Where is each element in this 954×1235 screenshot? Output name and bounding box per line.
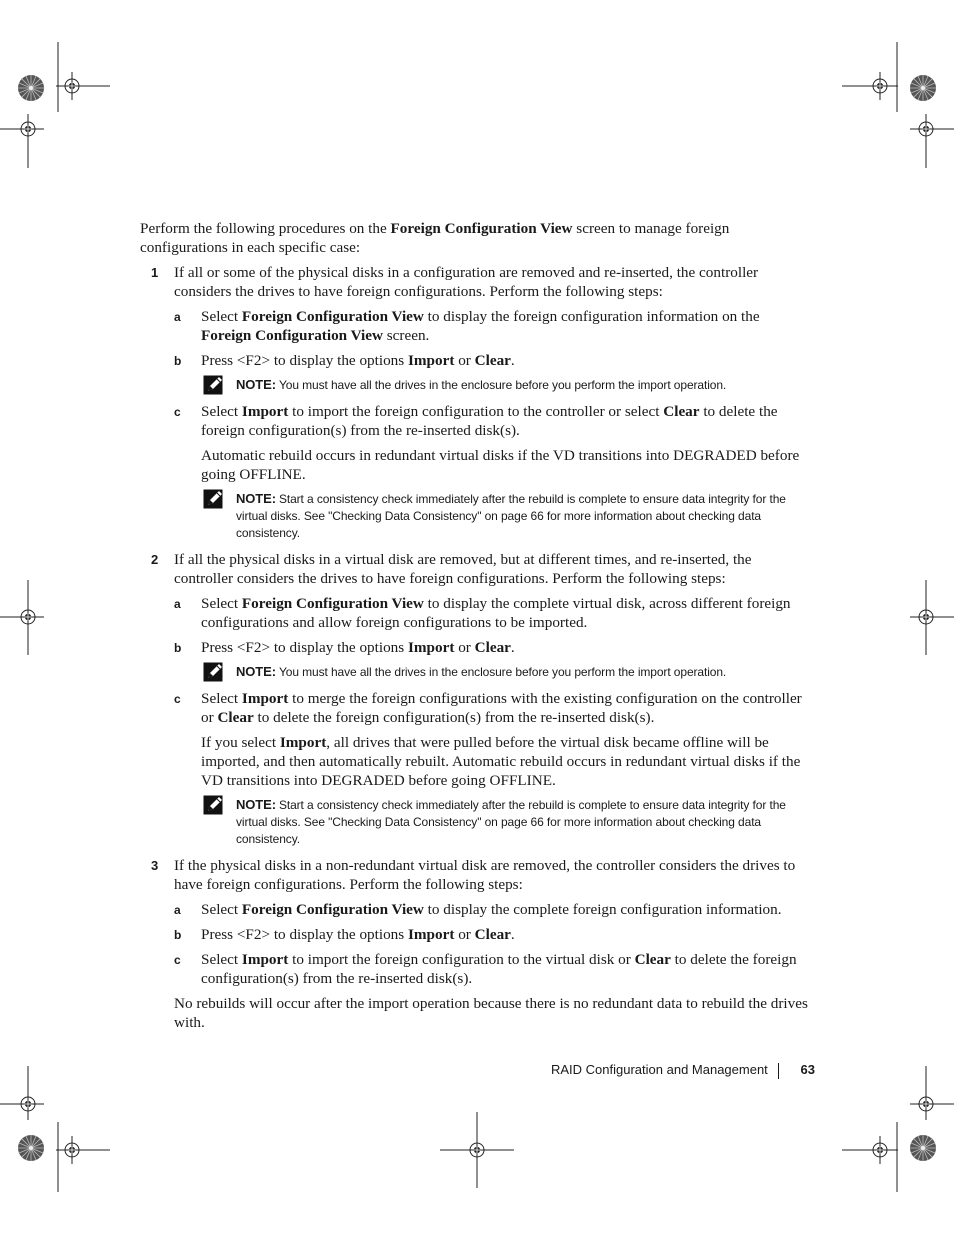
note-pencil-icon	[203, 662, 225, 682]
step-1	[140, 263, 812, 301]
substep-letter: c	[174, 405, 181, 419]
substep-letter: b	[174, 641, 182, 655]
body-paragraph: If you select Import, all drives that were pulled before the virtual disk became offline will be imported, and then automatically rebuilt. Automatic rebuild occurs in redundant virtual disks if the VD transitions into DEGRADED before going OFFLINE.	[201, 734, 801, 789]
footer-chapter-title: RAID Configuration and Management	[551, 1062, 768, 1077]
step-number: 3	[151, 858, 159, 873]
note-label: NOTE:	[236, 491, 276, 506]
note-pencil-icon	[203, 795, 225, 815]
step-3-substep-a: a Select Foreign Configuration View to display the complete foreign configuration information.	[174, 901, 782, 918]
note-callout	[140, 376, 812, 394]
substep-letter: b	[174, 928, 182, 942]
step-text: If the physical disks in a non-redundant virtual disk are removed, the controller considers the drives to have foreign configurations. Perform the following steps:	[174, 857, 796, 893]
step-1-substep-a: a Select Foreign Configuration View to display the foreign configuration information on the Foreign Configuration View screen.	[174, 308, 760, 344]
substep-letter: a	[174, 597, 181, 611]
step-3-substep-c: c Select Import to import the foreign configuration to the virtual disk or Clear to delete the foreign configuration(s) from the re-inserted disk(s).	[174, 951, 797, 987]
note-text: Start a consistency check immediately after the rebuild is complete to ensure data integrity for the virtual disks. See "Checking Data Consistency" on page 66 for more information about checking data consistency.	[236, 798, 786, 846]
step-3	[140, 856, 812, 894]
step-number: 2	[151, 552, 159, 567]
intro-paragraph: Perform the following procedures on the Foreign Configuration View screen to manage foreign configurations in each specific case:	[140, 220, 730, 256]
step-1-substep-c: c Select Import to import the foreign configuration to the controller or select Clear to delete the foreign configuration(s) from the re-inserted disk(s).	[174, 403, 778, 439]
body-paragraph: Automatic rebuild occurs in redundant virtual disks if the VD transitions into DEGRADED before going OFFLINE.	[201, 447, 800, 483]
substep-letter: b	[174, 354, 182, 368]
step-text: If all or some of the physical disks in a configuration are removed and re-inserted, the controller considers the drives to have foreign configurations. Perform the following steps:	[174, 264, 759, 300]
step-2-substep-c: c Select Import to merge the foreign configurations with the existing configuration on the controller or Clear to delete the foreign configuration(s) from the re-inserted disk(s).	[174, 690, 802, 726]
step-2-substep-b: b Press <F2> to display the options Import or Clear.	[174, 639, 515, 656]
step-2	[140, 550, 812, 588]
note-pencil-icon	[203, 375, 225, 395]
note-label: NOTE:	[236, 797, 276, 812]
note-callout	[140, 663, 812, 681]
note-text: You must have all the drives in the enclosure before you perform the import operation.	[278, 665, 727, 679]
note-text: Start a consistency check immediately after the rebuild is complete to ensure data integrity for the virtual disks. See "Checking Data Consistency" on page 66 for more information about checking data consistency.	[236, 492, 786, 540]
body-paragraph: No rebuilds will occur after the import operation because there is no redundant data to rebuild the drives with.	[174, 995, 808, 1031]
note-callout	[140, 490, 812, 542]
note-callout	[140, 796, 812, 848]
substep-letter: a	[174, 903, 181, 917]
step-2-substep-a: a Select Foreign Configuration View to display the complete virtual disk, across different foreign configurations and allow foreign configurations to be imported.	[174, 595, 791, 631]
note-pencil-icon	[203, 489, 225, 509]
page-body	[140, 219, 812, 1038]
substep-letter: a	[174, 310, 181, 324]
substep-letter: c	[174, 953, 181, 967]
note-label: NOTE:	[236, 377, 276, 392]
note-text: You must have all the drives in the enclosure before you perform the import operation.	[278, 378, 727, 392]
step-number: 1	[151, 265, 159, 280]
note-label: NOTE:	[236, 664, 276, 679]
step-1-substep-b: b Press <F2> to display the options Import or Clear.	[174, 352, 515, 369]
footer-divider	[778, 1063, 779, 1079]
page-number: 63	[800, 1062, 815, 1077]
substep-letter: c	[174, 692, 181, 706]
step-text: If all the physical disks in a virtual disk are removed, but at different times, and re-inserted, the controller considers the drives to have foreign configurations. Perform the following steps:	[174, 551, 752, 587]
page-footer	[551, 1061, 815, 1081]
step-3-substep-b: b Press <F2> to display the options Import or Clear.	[174, 926, 515, 943]
